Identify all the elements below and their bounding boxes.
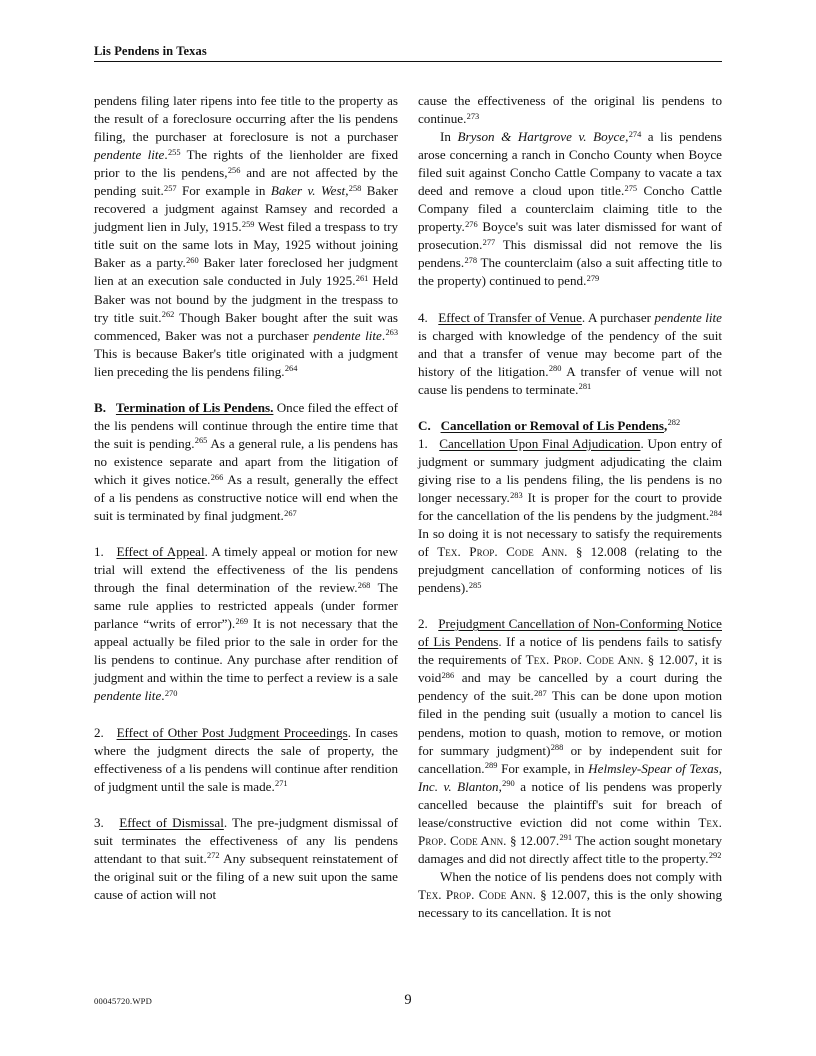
footnote-ref: 266	[210, 472, 224, 482]
footnote-ref: 274	[628, 129, 642, 139]
statute-citation: Tex. Prop. Code Ann.	[437, 544, 568, 560]
header-rule	[94, 61, 722, 62]
text-run: When the notice of lis pendens does not comply with	[440, 868, 722, 884]
statute-citation: Tex. Prop. Code Ann.	[418, 814, 722, 848]
footnote-ref: 259	[241, 219, 255, 229]
footnote-ref: 264	[284, 364, 298, 374]
footnote-ref: 265	[194, 436, 208, 446]
text-run: . Upon entry of judgment or summary judgment adjudicating the claim giving rise to a lis pendens filing, the lis pendens is no longer necessary.	[418, 435, 722, 505]
subsection-label-1: 1.	[94, 544, 104, 560]
footnote-ref: 286	[441, 671, 455, 680]
text-run: This is because Baker's title originated with a judgment lien preceding the lis pendens filing.	[94, 345, 398, 379]
subsection-1-paragraph	[94, 543, 398, 705]
text-run: For example, in	[497, 760, 589, 776]
italic-case-name: Helmsley-Spear of Texas, Inc. v. Blanton	[418, 760, 722, 794]
text-run: In so doing it is not necessary to satisfy the requirements of	[418, 526, 722, 560]
section-label-b: B.	[94, 399, 107, 415]
footnote-ref: 280	[548, 364, 562, 374]
text-run: and may be cancelled by a court during the pendency of the suit.	[418, 670, 722, 704]
footnote-ref: 291	[559, 833, 573, 843]
subsection-label-c1: 1.	[418, 435, 428, 451]
subsection-label-3: 3.	[94, 814, 104, 830]
subsection-3-paragraph	[94, 814, 398, 904]
text-run: The counterclaim (also a suit affecting title to the property) continued to pend.	[418, 255, 722, 289]
text-run: Once filed the effect of the lis pendens will continue through the entire time that the suit is pending.	[94, 399, 398, 451]
footnote-ref: 262	[161, 310, 175, 320]
text-run: It is proper for the court to provide for the cancellation of the lis pendens by the judgment.	[418, 489, 722, 523]
paragraph-continuation	[418, 92, 722, 128]
running-header	[94, 44, 722, 62]
footnote-ref: 285	[468, 580, 482, 590]
footnote-ref: 268	[357, 580, 371, 590]
text-run: . The pre-judgment dismissal of suit terminates the effectiveness of any lis pendens attendant to that suit.	[94, 814, 398, 866]
text-run: It is not necessary that the appeal actually be filed prior to the sale in order for the lis pendens to continue. Any purchase after rendition of judgment and within the time to perfect a review is a sale	[94, 616, 398, 686]
text-run: § 12.007.	[506, 832, 560, 848]
text-run: . A purchaser	[581, 309, 655, 325]
footnote-ref: 269	[235, 616, 248, 626]
footnote-ref: 270	[164, 689, 178, 699]
footnote-ref: 281	[578, 382, 592, 392]
text-run: As a general rule, a lis pendens has no existence separate and apart from the litigation of which it gives notice.	[94, 435, 398, 487]
italic-case-name: Bryson & Hartgrove v. Boyce	[457, 129, 626, 145]
footnote-ref: 255	[167, 147, 181, 157]
text-run: This can be done upon motion filed in the pending suit (usually a motion to cancel lis pendens, motion to quash, motion to remove, or motion for summary judgment)	[418, 688, 723, 758]
subsection-c1-paragraph	[418, 435, 722, 597]
footnote-ref: 278	[464, 256, 478, 266]
text-run: is charged with knowledge of the pendency of the suit and that a transfer of venue may become part of the history of the litigation.	[418, 327, 722, 379]
document-id: 00045720.WPD	[94, 996, 153, 1006]
text-run: .	[164, 147, 168, 163]
footnote-ref: 258	[348, 183, 362, 193]
text-run: A transfer of venue will not cause lis pendens to terminate.	[418, 363, 722, 397]
footnote-ref: 257	[164, 183, 177, 193]
italic-case-name: Baker v. West	[270, 183, 346, 199]
subsection-label-c2: 2.	[418, 616, 428, 632]
text-run: and are not affected by the pending suit.	[94, 165, 398, 199]
right-column	[418, 92, 722, 960]
italic-latin-phrase: pendente lite	[94, 147, 165, 163]
left-column	[94, 92, 398, 960]
text-run: The action sought monetary damages and did not directly affect title to the property.	[418, 832, 723, 866]
footnote-ref: 287	[534, 689, 547, 699]
subsection-c2-paragraph	[418, 615, 722, 868]
footnote-ref: 260	[186, 256, 199, 266]
text-run: The same rule applies to restricted appeals (under former parlance “writs of error”).	[94, 580, 398, 632]
italic-latin-phrase: pendente lite	[94, 688, 162, 704]
subsection-label-2: 2.	[94, 724, 104, 740]
bryson-case-paragraph	[418, 128, 722, 290]
page-footer	[94, 992, 722, 1012]
footnote-ref: 288	[550, 743, 564, 753]
subsection-2-paragraph	[94, 724, 398, 796]
text-run: Concho Cattle Company filed a counterclaim claiming title to the property.	[418, 183, 722, 235]
subsection-heading-effect-of-appeal: Effect of Appeal	[116, 544, 205, 560]
text-run: . A timely appeal or motion for new trial will extend the effectiveness of the lis pendens through the final determination of the review.	[94, 544, 398, 596]
section-label-c: C.	[418, 417, 431, 433]
statute-citation: Tex. Prop. Code Ann.	[525, 652, 644, 668]
text-run: ,	[664, 417, 668, 433]
section-c-heading-paragraph	[418, 417, 722, 435]
text-run: a notice of lis pendens was properly cancelled because the plaintiff's suit for breach of lease/constructive eviction did not come within	[418, 778, 722, 830]
subsection-heading-effect-of-dismissal: Effect of Dismissal	[119, 814, 224, 830]
subsection-4-paragraph	[418, 309, 722, 399]
footnote-ref: 275	[624, 183, 638, 193]
subsection-heading-prejudgment-cancellation: Prejudgment Cancellation of Non-Conforming Notice of Lis Pendens	[418, 616, 722, 650]
text-run: Boyce's suit was later dismissed for want of prosecution.	[418, 219, 722, 253]
subsection-heading-transfer-of-venue: Effect of Transfer of Venue	[438, 309, 582, 325]
section-heading-c: Cancellation or Removal of Lis Pendens	[440, 417, 665, 433]
footnote-ref: 284	[709, 508, 722, 518]
section-b-paragraph	[94, 399, 398, 525]
section-heading-b: Termination of Lis Pendens.	[115, 399, 274, 415]
text-run: Any subsequent reinstatement of the original suit or the filing of a new suit upon the same cause of action will not	[94, 850, 399, 902]
text-run: This dismissal did not remove the lis pendens.	[418, 237, 722, 271]
footnote-ref: 277	[482, 238, 496, 248]
text-run: . If a notice of lis pendens fails to satisfy the requirements of	[418, 634, 723, 668]
text-run: West filed a trespass to try title suit on the same lots in May, 1925 without joining Baker as a party.	[94, 219, 398, 271]
text-run: ,	[345, 183, 349, 199]
footnote-ref: 267	[284, 508, 297, 518]
text-run: pendens filing later ripens into fee title to the property as the result of a foreclosure occurring after the lis pendens filing, the purchaser at foreclosure is not a purchaser	[94, 93, 398, 145]
text-run: § 12.007, it is void	[418, 652, 722, 686]
footnote-ref: 283	[510, 490, 523, 500]
italic-latin-phrase: pendente lite	[313, 327, 382, 343]
footnote-ref: 272	[207, 851, 220, 861]
text-run: Though Baker bought after the suit was commenced, Baker was not a purchaser	[94, 309, 398, 343]
text-run: cause the effectiveness of the original lis pendens to continue.	[418, 93, 722, 127]
subsection-label-4: 4.	[418, 309, 428, 325]
text-run: . In cases where the judgment directs the sale of property, the effectiveness of a lis pendens will continue after rendition of judgment until the sale is made.	[94, 724, 399, 794]
footnote-ref: 289	[484, 761, 498, 771]
footnote-ref: 290	[502, 779, 515, 789]
subsection-heading-cancellation-final-adjudication: Cancellation Upon Final Adjudication	[439, 435, 641, 451]
text-run: .	[161, 688, 165, 704]
text-run: As a result, generally the effect of a lis pendens as constructive notice will end when the suit is terminated by final judgment.	[94, 471, 398, 524]
text-run: ,	[498, 778, 502, 794]
footnote-ref: 271	[275, 779, 288, 789]
two-column-body	[94, 92, 722, 960]
footnote-ref: 292	[708, 851, 722, 861]
footnote-ref: 256	[227, 165, 241, 175]
footnote-ref: 276	[465, 219, 478, 229]
text-run: Baker later foreclosed her judgment lien at an execution sale conducted in July 1925.	[94, 255, 398, 289]
text-run: .	[381, 327, 386, 343]
text-run: ,	[625, 129, 629, 145]
subsection-heading-post-judgment-proceedings: Effect of Other Post Judgment Proceedings	[116, 724, 348, 740]
footnote-ref: 263	[385, 328, 399, 338]
text-run: The rights of the lienholder are fixed prior to the lis pendens,	[94, 147, 398, 181]
text-run: or by independent suit for cancellation.	[418, 742, 722, 776]
footnote-ref: 273	[466, 111, 480, 121]
footnote-ref: 282	[667, 418, 681, 428]
text-run: Baker recovered a judgment against Ramsey and recorded a judgment lien in July, 1915.	[94, 183, 398, 235]
text-run: For example in	[176, 183, 271, 199]
page-number: 9	[404, 992, 412, 1008]
paragraph-continuation	[94, 92, 398, 381]
text-run: Held Baker was not bound by the judgment in the trespass to try title suit.	[94, 273, 398, 325]
text-run: a lis pendens arose concerning a ranch in Concho County when Boyce filed suit against Concho Cattle Company to vacate a tax deed and remove a cloud upon title.	[418, 129, 722, 199]
statute-citation: Tex. Prop. Code Ann.	[418, 886, 536, 902]
footnote-ref: 261	[355, 274, 369, 284]
text-run: In	[440, 129, 458, 145]
italic-latin-phrase: pendente lite	[654, 309, 722, 325]
footnote-ref: 279	[586, 274, 600, 284]
running-head-title: Lis Pendens in Texas	[94, 44, 207, 58]
text-run: § 12.007, this is the only showing necessary to its cancellation. It is not	[418, 886, 723, 920]
closing-paragraph	[418, 868, 722, 922]
text-run: § 12.008 (relating to the prejudgment cancellation of conforming notices of lis pendens).	[418, 544, 722, 596]
